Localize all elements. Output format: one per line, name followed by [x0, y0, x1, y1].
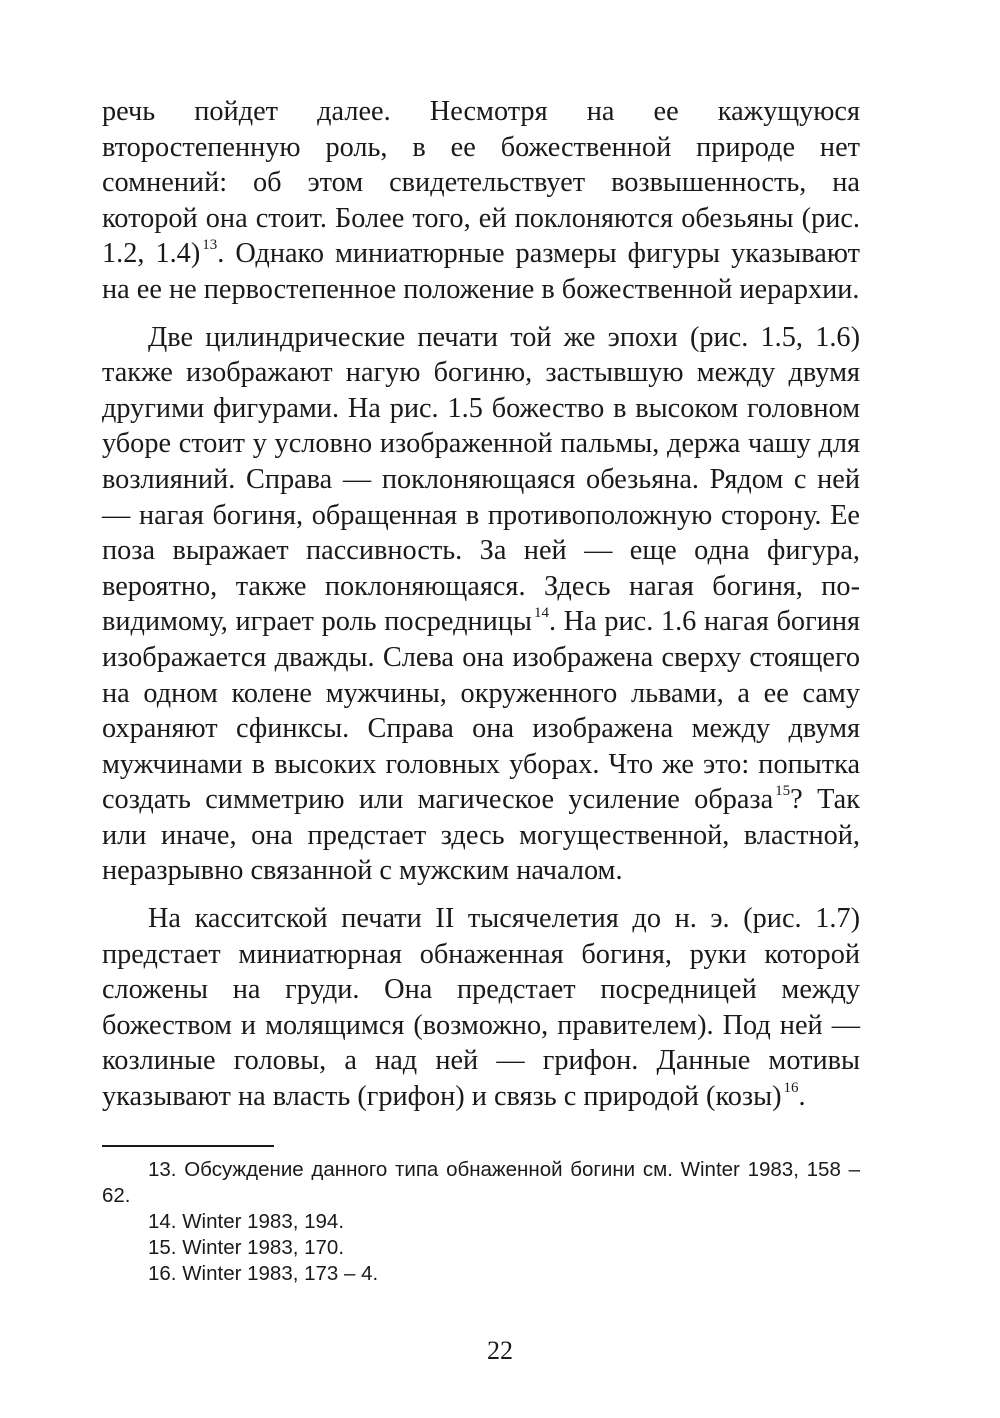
paragraph-1 — [102, 94, 860, 308]
footnote-ref[interactable]: 14 — [533, 605, 549, 622]
footnotes — [102, 1157, 860, 1287]
paragraph-text: . Однако миниатюрные размеры фигуры указывают на ее не первостепенное положение в божественной иерархии. — [102, 238, 860, 305]
footnote-ref[interactable]: 15 — [775, 783, 791, 800]
paragraph-text: Две цилиндрические печати той же эпохи (рис. 1.5, 1.6) также изображают нагую богиню, застывшую между двумя другими фигурами. На рис. 1.5 божество в высоком головном уборе стоит у условно изображенной пальмы, держа чашу для возлияний. Справа — поклоняющаяся обезьяна. Рядом с ней — нагая богиня, обращенная в противоположную сторону. Ее поза выражает пассивность. За ней — еще одна фигура, вероятно, также поклоняющаяся. Здесь нагая богиня, по-видимому, играет роль посредницы — [102, 321, 860, 638]
footnote-13: 13. Обсуждение данного типа обнаженной богини см. Winter 1983, 158 – 62. — [102, 1157, 860, 1207]
paragraph-2 — [102, 320, 860, 890]
footnote-14: 14. Winter 1983, 194. — [148, 1209, 345, 1233]
paragraph-text: . На рис. 1.6 нагая богиня изображается дважды. Слева она изображена сверху стоящего на одном колене мужчины, окруженного львами, а ее саму охраняют сфинксы. Справа она изображена между двумя мужчинами в высоких головных уборах. Что же это: попытка создать симметрию или магическое усиление образа — [102, 606, 860, 816]
paragraph-text: На касситской печати II тысячелетия до н. э. (рис. 1.7) предстает миниатюрная обнаженная богиня, руки которой сложены на груди. Она предстает посредницей между божеством и молящимся (возможно, правителем). Под ней — козлиные головы, а над ней — грифон. Данные мотивы указывают на власть (грифон) и связь с природой (козы) — [102, 903, 860, 1113]
paragraph-text: речь пойдет далее. Несмотря на ее кажущуюся второстепенную роль, в ее божественной природе нет сомнений: об этом свидетельствует возвышенность, на которой она стоит. Более того, ей поклоняются обезьяны (рис. 1.2, 1.4) — [102, 96, 860, 270]
main-text — [102, 94, 860, 1115]
paragraph-3 — [102, 901, 860, 1115]
paragraph-text: . — [798, 1081, 806, 1113]
footnote-ref[interactable]: 13 — [202, 237, 218, 254]
footnote-ref[interactable]: 16 — [783, 1080, 799, 1097]
footnote-16: 16. Winter 1983, 173 – 4. — [148, 1261, 379, 1285]
footnote-separator — [102, 1145, 274, 1147]
paragraph-text: ? Так или иначе, она предстает здесь могущественной, властной, неразрывно связанной с мужским началом. — [102, 784, 860, 887]
page-number: 22 — [487, 1336, 513, 1365]
footnote-15: 15. Winter 1983, 170. — [148, 1235, 345, 1259]
page-content — [102, 94, 860, 1287]
